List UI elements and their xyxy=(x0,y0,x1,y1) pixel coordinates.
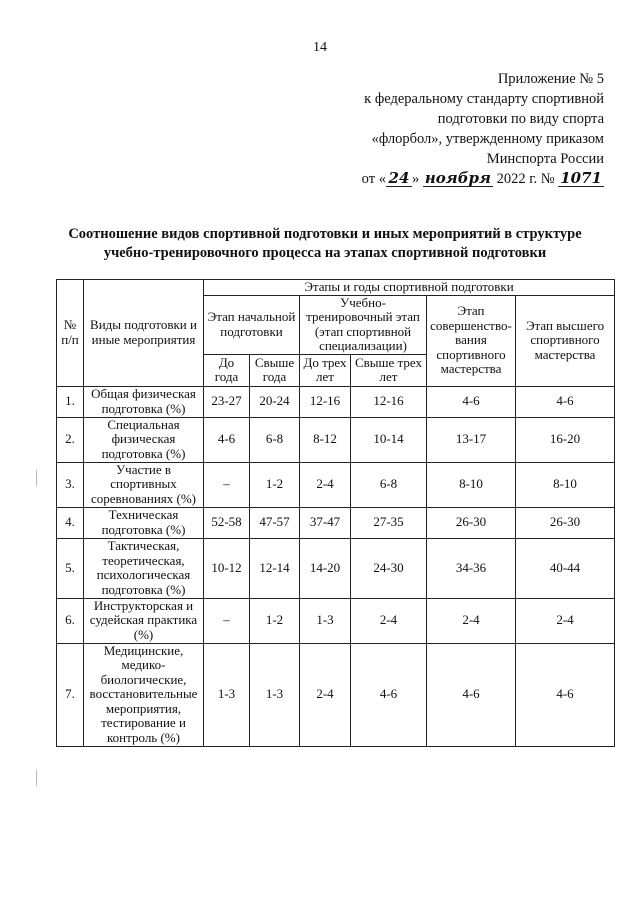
title-line-2: учебно-тренировочного процесса на этапах спортивной подготовки xyxy=(103,245,547,261)
row-value: 1-2 xyxy=(250,462,300,507)
table-row xyxy=(57,417,615,462)
row-value: 1-3 xyxy=(300,598,351,643)
row-value: 20-24 xyxy=(250,386,300,417)
header-stage-initial: Этап начальной подготовки xyxy=(204,295,300,354)
row-name: Участие в спортивных соревнованиях (%) xyxy=(84,462,204,507)
table-row xyxy=(57,538,615,598)
row-value: 4-6 xyxy=(516,386,615,417)
row-value: 4-6 xyxy=(204,417,250,462)
row-value: 26-30 xyxy=(516,507,615,538)
appendix-block xyxy=(330,69,604,189)
row-value: 1-3 xyxy=(204,643,250,746)
appendix-line: подготовки по виду спорта xyxy=(437,111,604,127)
header-initial-sub1: До года xyxy=(204,354,250,386)
row-value: 27-35 xyxy=(351,507,427,538)
header-training-sub1: До трех лет xyxy=(300,354,351,386)
row-value: 10-14 xyxy=(351,417,427,462)
row-value: 6-8 xyxy=(351,462,427,507)
row-value: 4-6 xyxy=(427,386,516,417)
row-value: 12-16 xyxy=(351,386,427,417)
row-value: 4-6 xyxy=(351,643,427,746)
row-value: 37-47 xyxy=(300,507,351,538)
table-row xyxy=(57,386,615,417)
row-value: 47-57 xyxy=(250,507,300,538)
row-value: 14-20 xyxy=(300,538,351,598)
header-row-1 xyxy=(57,280,615,296)
handwritten-month: ноября xyxy=(424,169,491,187)
appendix-date-line xyxy=(330,169,604,189)
table-row xyxy=(57,507,615,538)
row-value: 12-16 xyxy=(300,386,351,417)
header-kinds: Виды подготовки и иные мероприятия xyxy=(84,280,204,387)
row-value: 12-14 xyxy=(250,538,300,598)
row-value: 13-17 xyxy=(427,417,516,462)
row-value: 8-12 xyxy=(300,417,351,462)
row-name: Медицинские, медико-биологические, восстановительные мероприятия, тестирование и контроль (%) xyxy=(84,643,204,746)
row-value: 2-4 xyxy=(300,462,351,507)
row-num: 4. xyxy=(57,507,84,538)
row-num: 5. xyxy=(57,538,84,598)
row-value: 2-4 xyxy=(351,598,427,643)
row-value: 2-4 xyxy=(427,598,516,643)
appendix-line: «флорбол», утвержденному приказом xyxy=(371,131,604,147)
row-num: 7. xyxy=(57,643,84,746)
row-num: 3. xyxy=(57,462,84,507)
header-stages-group: Этапы и годы спортивной подготовки xyxy=(204,280,615,296)
row-value: 2-4 xyxy=(300,643,351,746)
year-text: 2022 г. № xyxy=(496,171,555,187)
row-value: 4-6 xyxy=(427,643,516,746)
row-value: 40-44 xyxy=(516,538,615,598)
row-value: 34-36 xyxy=(427,538,516,598)
row-value: 24-30 xyxy=(351,538,427,598)
row-name: Общая физическая подготовка (%) xyxy=(84,386,204,417)
row-name: Техническая подготовка (%) xyxy=(84,507,204,538)
table-row xyxy=(57,462,615,507)
row-value: 16-20 xyxy=(516,417,615,462)
header-stage-improvement: Этап совершенство-вания спортивного мастерства xyxy=(427,295,516,386)
appendix-line: Минспорта России xyxy=(486,151,604,167)
row-value: 23-27 xyxy=(204,386,250,417)
header-stage-training: Учебно-тренировочный этап (этап спортивной специализации) xyxy=(300,295,427,354)
row-value: 6-8 xyxy=(250,417,300,462)
scan-mark xyxy=(36,770,37,786)
appendix-line: к федеральному стандарту спортивной xyxy=(364,91,604,107)
day-suffix: » xyxy=(411,171,420,187)
handwritten-day: 24 xyxy=(386,170,412,187)
table-row xyxy=(57,598,615,643)
page-number: 14 xyxy=(313,40,327,55)
row-value: 52-58 xyxy=(204,507,250,538)
row-name: Инструкторская и судейская практика (%) xyxy=(84,598,204,643)
row-value: – xyxy=(204,462,250,507)
row-num: 2. xyxy=(57,417,84,462)
appendix-line: Приложение № 5 xyxy=(497,71,604,87)
row-num: 1. xyxy=(57,386,84,417)
row-name: Тактическая, теоретическая, психологическая подготовка (%) xyxy=(84,538,204,598)
row-value: 26-30 xyxy=(427,507,516,538)
header-num: № п/п xyxy=(57,280,84,387)
date-prefix: от « xyxy=(361,171,386,187)
header-stage-highest: Этап высшего спортивного мастерства xyxy=(516,295,615,386)
row-value: 8-10 xyxy=(516,462,615,507)
row-value: 1-2 xyxy=(250,598,300,643)
training-ratio-table xyxy=(56,279,615,747)
row-num: 6. xyxy=(57,598,84,643)
title-line-1: Соотношение видов спортивной подготовки и иных мероприятий в структуре xyxy=(68,226,582,242)
row-value: 8-10 xyxy=(427,462,516,507)
scan-mark xyxy=(36,470,37,486)
table-row xyxy=(57,643,615,746)
row-value: – xyxy=(204,598,250,643)
row-value: 4-6 xyxy=(516,643,615,746)
document-title xyxy=(40,225,610,263)
header-initial-sub2: Свыше года xyxy=(250,354,300,386)
row-value: 2-4 xyxy=(516,598,615,643)
row-name: Специальная физическая подготовка (%) xyxy=(84,417,204,462)
row-value: 1-3 xyxy=(250,643,300,746)
header-training-sub2: Свыше трех лет xyxy=(351,354,427,386)
handwritten-number: 1071 xyxy=(560,169,602,187)
row-value: 10-12 xyxy=(204,538,250,598)
